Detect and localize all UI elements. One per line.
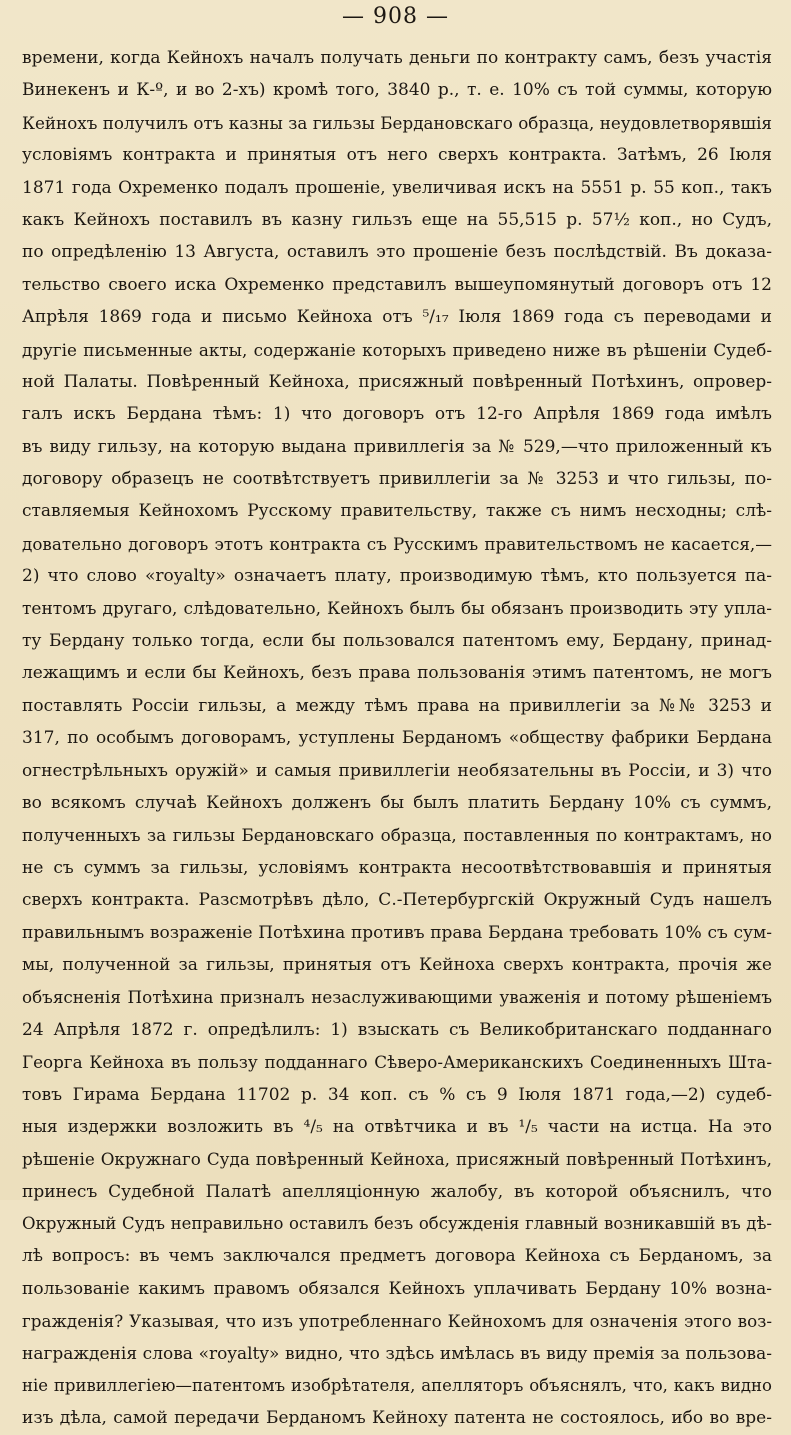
text-line: въ виду гильзу, на которую выдана привиллегія за № 529,—что приложенный къ [22,436,772,457]
page-number: — 908 — [342,4,449,29]
text-line: мы, полученной за гильзы, принятыя отъ Кейноха сверхъ контракта, прочія же [22,954,772,975]
text-line: сверхъ контракта. Разсмотрѣвъ дѣло, С.-Петербургскій Окружный Судъ нашелъ [22,890,772,911]
text-line: ніе привиллегіею—патентомъ изобрѣтателя, апелляторъ объяснялъ, что, какъ видно [22,1376,772,1396]
text-line: Георга Кейноха въ пользу подданнаго Сѣверо-Американскихъ Соединенныхъ Шта- [22,1052,772,1073]
text-line: Апрѣля 1869 года и письмо Кейноха отъ ⁵/₁₇ Іюля 1869 года съ переводами и [22,307,772,328]
text-line: рѣшеніе Окружнаго Суда повѣренный Кейноха, присяжный повѣренный Потѣхинъ, [22,1149,772,1170]
text-line: тентомъ другаго, слѣдовательно, Кейнохъ былъ бы обязанъ производить эту упла- [22,598,772,619]
text-line: лѣ вопросъ: въ чемъ заключался предметъ договора Кейноха съ Берданомъ, за [22,1246,772,1267]
text-line: довательно договоръ этотъ контракта съ Русскимъ правительствомъ не касается,— [22,533,772,554]
text-line: во всякомъ случаѣ Кейнохъ долженъ бы былъ платить Бердану 10% съ суммъ, [22,792,772,813]
text-line: договору образецъ не соотвѣтствуетъ привиллегіи за № 3253 и что гильзы, по- [22,469,772,490]
text-line: полученныхъ за гильзы Бердановскаго образца, поставленныя по контрактамъ, но [22,825,772,846]
text-line: Винекенъ и К-º, и во 2-хъ) кромѣ того, 3840 р., т. е. 10% съ той суммы, которую [22,80,772,101]
text-line: другіе письменные акты, содержаніе которыхъ приведено ниже въ рѣшеніи Судеб- [22,339,772,360]
text-line: награжденія слова «royalty» видно, что здѣсь имѣлась въ виду премія за пользова- [22,1343,772,1364]
text-line: огнестрѣльныхъ оружій» и самыя привиллегіи необязательны въ Россіи, и 3) что [22,760,772,781]
text-line: ту Бердану только тогда, если бы пользовался патентомъ ему, Бердану, принад- [22,631,772,652]
text-line: 1871 года Охременко подалъ прошеніе, увеличивая искъ на 5551 р. 55 коп., такъ [22,177,772,198]
text-line: тельство своего иска Охременко представилъ вышеупомянутый договоръ отъ 12 [22,274,772,295]
text-line: товъ Гирама Бердана 11702 р. 34 коп. съ % съ 9 Іюля 1871 года,—2) судеб- [22,1084,772,1105]
text-line: 24 Апрѣля 1872 г. опредѣлилъ: 1) взыскать съ Великобританскаго подданнаго [22,1019,772,1040]
text-line: ной Палаты. Повѣренный Кейноха, присяжный повѣренный Потѣхинъ, опровер- [22,371,772,392]
text-line: гражденія? Указывая, что изъ употребленнаго Кейнохомъ для означенія этого воз- [22,1311,772,1332]
text-line: Кейнохъ получилъ отъ казны за гильзы Бердановскаго образца, неудовлетворявшія [22,112,772,133]
text-line: ставляемыя Кейнохомъ Русскому правительству, также съ нимъ несходны; слѣ- [22,501,772,522]
text-line: 2) что слово «royalty» означаетъ плату, производимую тѣмъ, кто пользуется па- [22,566,772,587]
text-line: ныя издержки возложить въ ⁴/₅ на отвѣтчика и въ ¹/₅ части на истца. На это [22,1116,772,1137]
text-line: какъ Кейнохъ поставилъ въ казну гильзъ еще на 55,515 р. 57½ коп., но Судъ, [22,209,772,230]
text-line: 317, по особымъ договорамъ, уступлены Берданомъ «обществу фабрики Бердана [22,728,772,749]
text-line: Окружный Судъ неправильно оставилъ безъ обсужденія главный возникавшій въ дѣ- [22,1214,772,1234]
text-line: принесъ Судебной Палатѣ апелляціонную жалобу, въ которой объяснилъ, что [22,1181,772,1202]
body-text [22,42,772,1435]
text-line: по опредѣленію 13 Августа, оставилъ это прошеніе безъ послѣдствій. Въ доказа- [22,242,772,263]
text-line: изъ дѣла, самой передачи Берданомъ Кейноху патента не состоялось, ибо во вре- [22,1408,772,1429]
text-line: лежащимъ и если бы Кейнохъ, безъ права пользованія этимъ патентомъ, не могъ [22,663,772,684]
text-line: пользованіе какимъ правомъ обязался Кейнохъ уплачивать Бердану 10% возна- [22,1278,772,1299]
text-line: не съ суммъ за гильзы, условіямъ контракта несоотвѣтствовавшія и принятыя [22,857,772,878]
text-line: времени, когда Кейнохъ началъ получать деньги по контракту самъ, безъ участія [22,48,772,68]
text-line: правильнымъ возраженіе Потѣхина противъ права Бердана требовать 10% съ сум- [22,922,772,943]
text-line: условіямъ контракта и принятыя отъ него сверхъ контракта. Затѣмъ, 26 Іюля [22,145,772,166]
text-line: галъ искъ Бердана тѣмъ: 1) что договоръ отъ 12-го Апрѣля 1869 года имѣлъ [22,404,772,425]
text-line: объясненія Потѣхина призналъ незаслуживающими уваженія и потому рѣшеніемъ [22,987,772,1008]
text-line: поставлять Россіи гильзы, а между тѣмъ права на привиллегіи за №№ 3253 и [22,695,772,716]
